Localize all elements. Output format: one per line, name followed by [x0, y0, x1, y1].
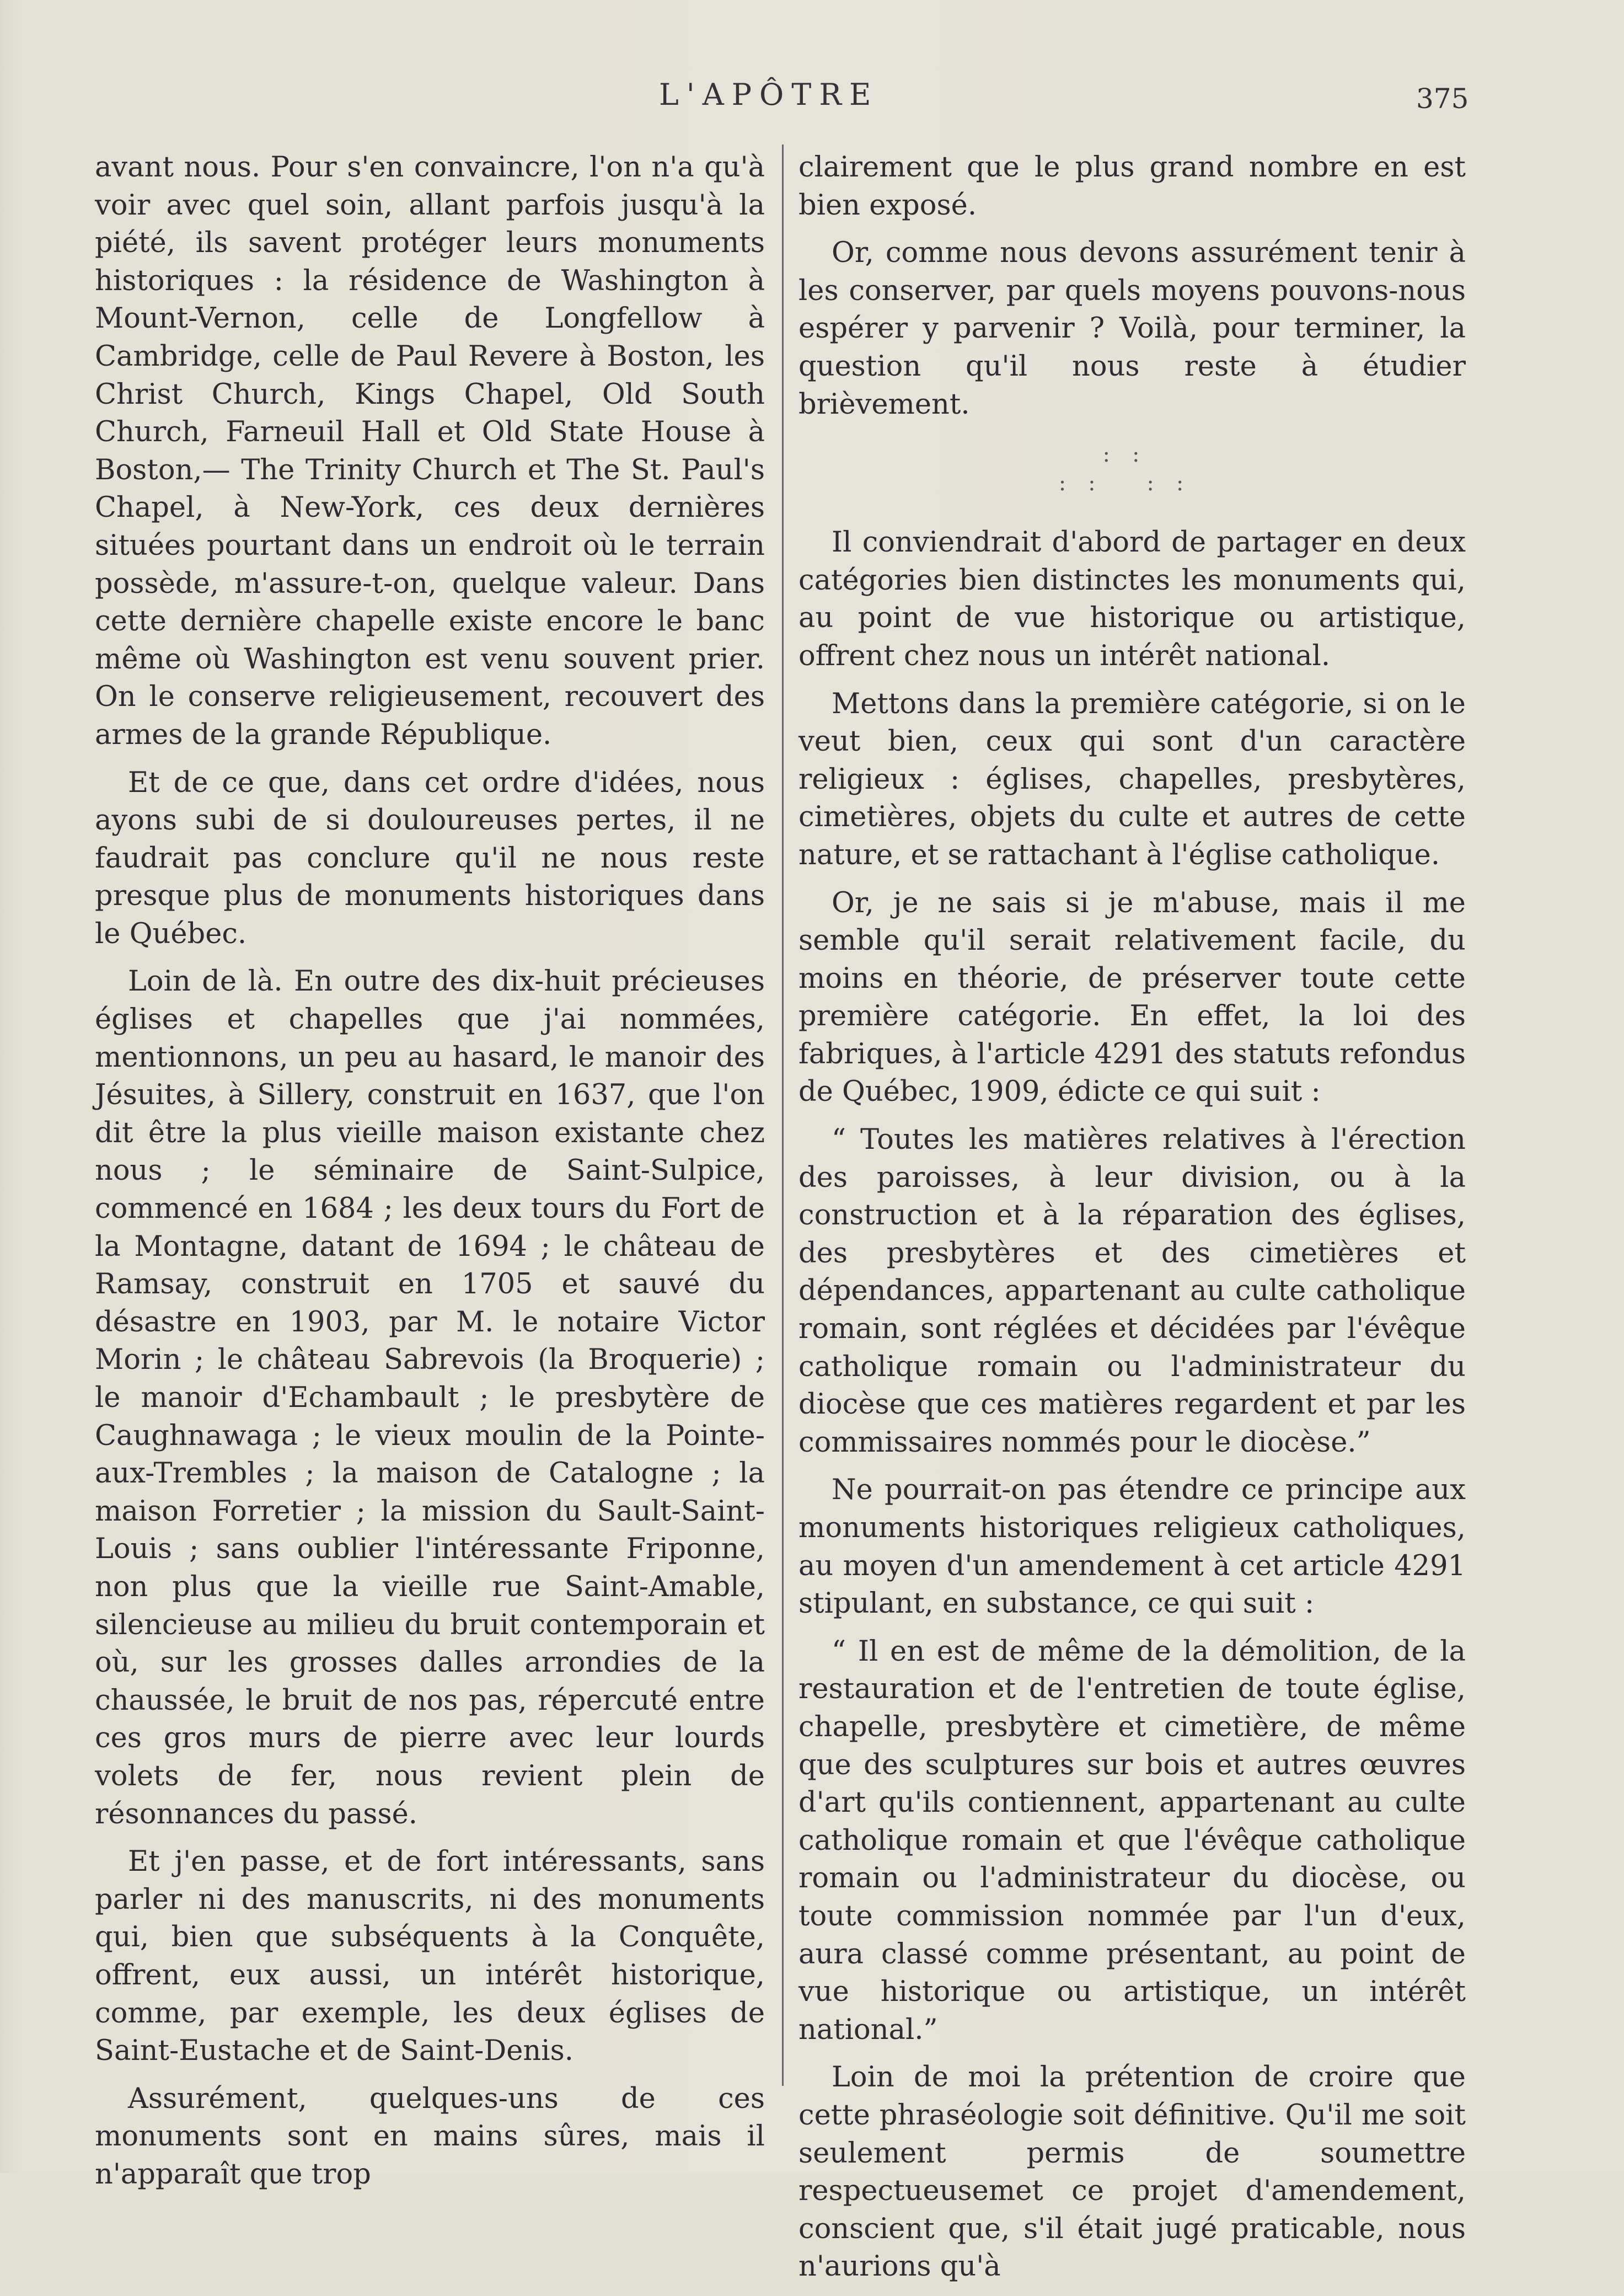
section-separator: [798, 440, 1466, 497]
paragraph: Loin de moi la prétention de croire que cette phraséologie soit définitive. Qu'il me soit seulement permis de soumettre respectueusemet ce projet d'amendement, conscient que, s'il était jugé praticable, nous n'aurions qu'à: [798, 2061, 1466, 2283]
paragraph: Ne pourrait-on pas étendre ce principe aux monuments historiques religieux catholiques, au moyen d'un amendement à cet article 4291 stipulant, en substance, ce qui suit :: [798, 1474, 1466, 1620]
paragraph: Loin de là. En outre des dix-huit précieuses églises et chapelles que j'ai nommées, mentionnons, un peu au hasard, le manoir des Jésuites, à Sillery, construit en 1637, que l'on dit être la plus vieille maison existante chez nous ; le séminaire de Saint-Sulpice, commencé en 1684 ; les deux tours du Fort de la Montagne, datant de 1694 ; le château de Ramsay, construit en 1705 et sauvé du désastre en 1903, par M. le notaire Victor Morin ; le château Sabrevois (la Broquerie) ; le manoir d'Echambault ; le presbytère de Caughnawaga ; le vieux moulin de la Pointe-aux-Trembles ; la maison de Catalogne ; la maison Forretier ; la mission du Sault-Saint-Louis ; sans oublier l'intéressante Friponne, non plus que la vieille rue Saint-Amable, silencieuse au milieu du bruit contemporain et où, sur les grosses dalles arrondies de la chaussée, le bruit de nos pas, répercuté entre ces gros murs de pierre avec leur lourds volets de fer, nous revient plein de résonnances du passé.: [95, 965, 765, 1831]
paragraph: Or, je ne sais si je m'abuse, mais il me semble qu'il serait relativement facile, du moins en théorie, de préserver toute cette première catégorie. En effet, la loi des fabriques, à l'article 4291 des statuts refondus de Québec, 1909, édicte ce qui suit :: [798, 886, 1466, 1109]
paragraph: Or, comme nous devons assurément tenir à les conserver, par quels moyens pouvons-nous espérer y parvenir ? Voilà, pour terminer, la question qu'il nous reste à étudier brièvement.: [798, 237, 1466, 421]
paragraph: Il conviendrait d'abord de partager en deux catégories bien distinctes les monuments qui, au point de vue historique ou artistique, offrent chez nous un intérêt national.: [798, 526, 1466, 672]
paragraph: Et j'en passe, et de fort intéressants, sans parler ni des manuscrits, ni des monuments qui, bien que subséquents à la Conquête, offrent, eux aussi, un intérêt historique, comme, par exemple, les deux églises de Saint-Eustache et de Saint-Denis.: [95, 1845, 765, 2068]
right-column: [798, 149, 1466, 2296]
left-column: [95, 149, 765, 2203]
quotation: “ Il en est de même de la démolition, de la restauration et de l'entretien de toute église, chapelle, presbytère et cimetière, de même que des sculptures sur bois et autres œuvres d'art qu'ils contiennent, appartenant au culte catholique romain et que l'évêque catholique romain ou l'administrateur du diocèse, ou toute commission nommée par l'un d'eux, aura classé comme présentant, au point de vue historique ou artistique, un intérêt national.”: [798, 1635, 1466, 2046]
paragraph: Et de ce que, dans cet ordre d'idées, nous ayons subi de si douloureuses pertes, il ne faudrait pas conclure qu'il ne nous reste presque plus de monuments historiques dans le Québec.: [95, 766, 765, 950]
separator-dots: ::: [1102, 442, 1162, 468]
column-divider: [782, 144, 784, 2086]
paragraph: Assurément, quelques-uns de ces monuments sont en mains sûres, mais il n'apparaît que trop: [95, 2082, 765, 2191]
page-number: 375: [1416, 83, 1469, 115]
paragraph: clairement que le plus grand nombre en est bien exposé.: [798, 151, 1466, 222]
page-header: [0, 77, 1624, 121]
running-title: L'APÔTRE: [659, 77, 879, 112]
quotation: “ Toutes les matières relatives à l'érection des paroisses, à leur division, ou à la construction et à la réparation des églises, des presbytères et des cimetières et dépendances, appartenant au culte catholique romain, sont réglées et décidées par l'évêque catholique romain ou l'administrateur du diocèse que ces matières regardent et par les commissaires nommés pour le diocèse.”: [798, 1123, 1466, 1459]
separator-dots: :: ::: [1058, 470, 1206, 496]
paragraph: Mettons dans la première catégorie, si on le veut bien, ceux qui sont d'un caractère religieux : églises, chapelles, presbytères, cimetières, objets du culte et autres de cette nature, et se rattachant à l'église catholique.: [798, 687, 1466, 871]
paragraph: avant nous. Pour s'en convaincre, l'on n'a qu'à voir avec quel soin, allant parfois jusqu'à la piété, ils savent protéger leurs monuments historiques : la résidence de Washington à Mount-Vernon, celle de Longfellow à Cambridge, celle de Paul Revere à Boston, les Christ Church, Kings Chapel, Old South Church, Farneuil Hall et Old State House à Boston,— The Trinity Church et The St. Paul's Chapel, à New-York, ces deux dernières situées pourtant dans un endroit où le terrain possède, m'assure-t-on, quelque valeur. Dans cette dernière chapelle existe encore le banc même où Washington est venu souvent prier. On le conserve religieusement, recouvert des armes de la grande République.: [95, 151, 765, 751]
